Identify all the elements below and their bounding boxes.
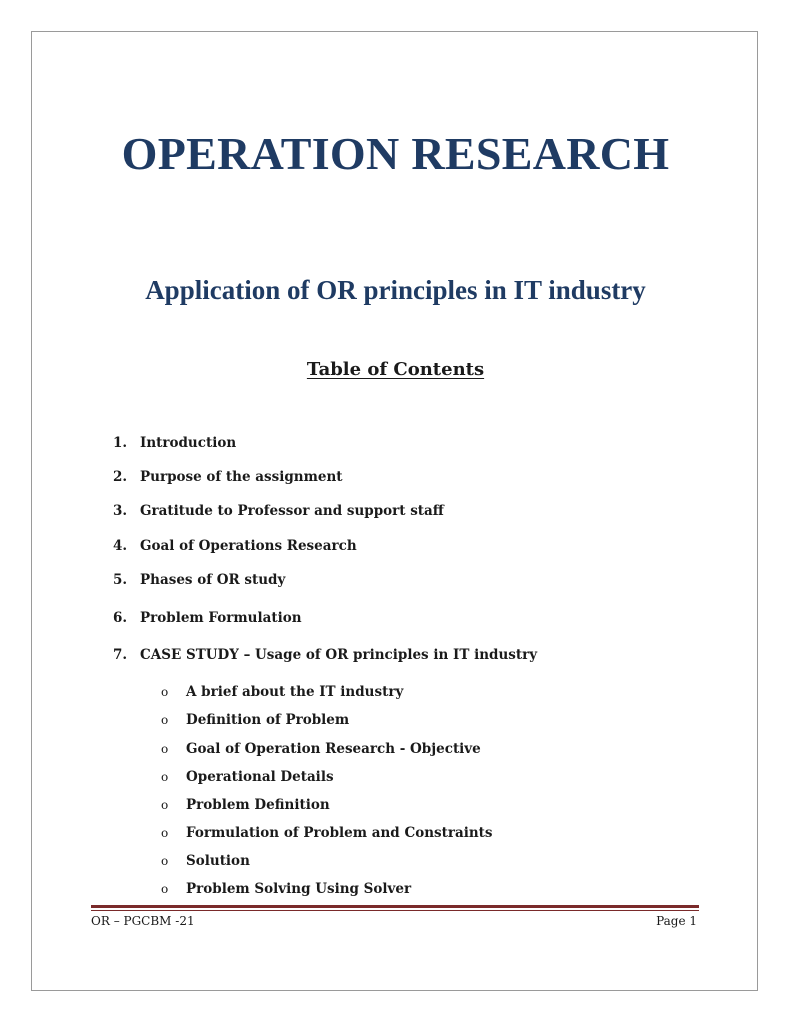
toc-subitem-label: Problem Definition	[186, 797, 330, 813]
toc-item-label: CASE STUDY – Usage of OR principles in IT industry	[140, 647, 538, 663]
toc-item-goal	[113, 537, 357, 555]
bullet-icon: o	[161, 854, 169, 868]
bullet-icon: o	[161, 770, 169, 784]
toc-subitem-label: Definition of Problem	[186, 712, 350, 728]
toc-subitem-definition	[161, 711, 349, 729]
toc-subitem-operational-details	[161, 768, 334, 786]
toc-item-label: Gratitude to Professor and support staff	[140, 503, 444, 519]
toc-item-number: 5.	[113, 572, 128, 588]
toc-item-label: Purpose of the assignment	[140, 469, 343, 485]
toc-item-number: 2.	[113, 469, 128, 485]
bullet-icon: o	[161, 685, 169, 699]
toc-item-number: 1.	[113, 435, 128, 451]
toc-item-label: Goal of Operations Research	[140, 538, 357, 554]
toc-subitem-it-industry	[161, 683, 403, 701]
footer-rule-thin	[91, 910, 699, 911]
toc-item-case-study	[113, 646, 537, 664]
bullet-icon: o	[161, 882, 169, 896]
bullet-icon: o	[161, 798, 169, 812]
document-subtitle: Application of OR principles in IT industry	[145, 275, 646, 305]
toc-item-label: Introduction	[140, 435, 237, 451]
toc-subitem-problem-definition	[161, 796, 330, 814]
toc-subitem-label: Operational Details	[186, 769, 334, 785]
toc-item-label: Problem Formulation	[140, 610, 302, 626]
toc-subitem-label: Solution	[186, 853, 250, 869]
toc-subitem-solver	[161, 880, 411, 898]
toc-heading: Table of Contents	[306, 359, 485, 380]
toc-item-label: Phases of OR study	[140, 572, 286, 588]
toc-item-number: 6.	[113, 610, 128, 626]
toc-subitem-label: Problem Solving Using Solver	[186, 881, 412, 897]
toc-item-purpose	[113, 468, 343, 486]
toc-item-gratitude	[113, 502, 444, 520]
toc-item-problem-formulation	[113, 609, 302, 627]
footer-course-code: OR – PGCBM -21	[91, 914, 195, 928]
toc-item-introduction	[113, 434, 236, 452]
toc-item-number: 7.	[113, 647, 128, 663]
bullet-icon: o	[161, 826, 169, 840]
toc-item-phases	[113, 571, 285, 589]
toc-subitem-label: Formulation of Problem and Constraints	[186, 825, 493, 841]
document-title: OPERATION RESEARCH	[121, 128, 670, 179]
toc-subitem-solution	[161, 852, 250, 870]
toc-subitem-label: A brief about the IT industry	[186, 684, 404, 700]
toc-subitem-objective	[161, 740, 481, 758]
footer-rule	[91, 905, 699, 908]
toc-item-number: 3.	[113, 503, 128, 519]
toc-item-number: 4.	[113, 538, 128, 554]
bullet-icon: o	[161, 742, 169, 756]
toc-subitem-label: Goal of Operation Research - Objective	[186, 741, 481, 757]
footer-page-number: Page 1	[656, 914, 697, 928]
bullet-icon: o	[161, 713, 169, 727]
toc-subitem-formulation	[161, 824, 493, 842]
